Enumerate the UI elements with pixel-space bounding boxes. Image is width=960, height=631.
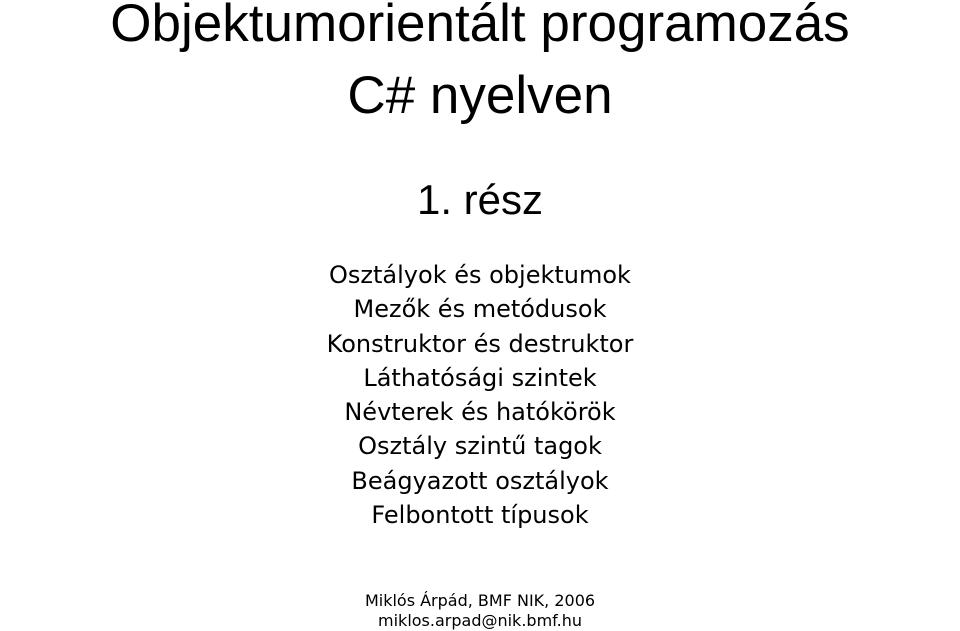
topic-item: Felbontott típusok [371, 501, 589, 530]
topic-item: Névterek és hatókörök [344, 398, 616, 427]
author-email: miklos.arpad@nik.bmf.hu [378, 611, 582, 630]
topic-item: Osztályok és objektumok [329, 261, 631, 289]
topic-item: Láthatósági szintek [363, 363, 597, 392]
topic-item: Beágyazott osztályok [351, 466, 609, 495]
part-heading: 1. rész [416, 176, 544, 223]
topic-item: Konstruktor és destruktor [326, 329, 634, 358]
footer [0, 591, 960, 631]
topic-list [0, 258, 960, 532]
topic-item: Osztály szintű tagok [358, 432, 602, 461]
slide-title-line-1: Objektumorientált programozás [110, 0, 850, 53]
slide-title-line-2: C# nyelven [347, 66, 613, 125]
topic-item: Mezők és metódusok [353, 295, 607, 324]
author-credit: Miklós Árpád, BMF NIK, 2006 [364, 591, 596, 610]
